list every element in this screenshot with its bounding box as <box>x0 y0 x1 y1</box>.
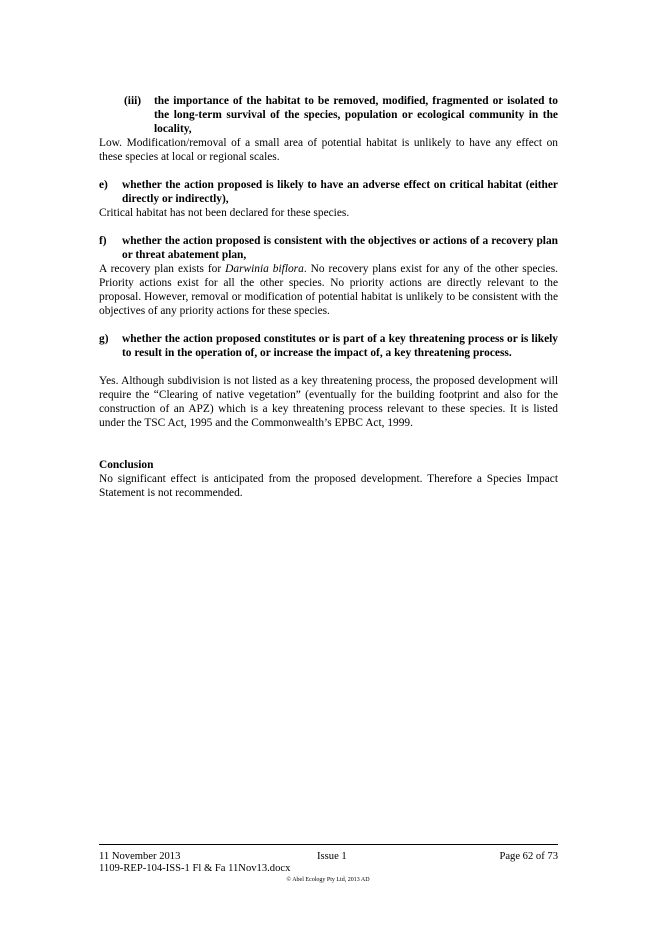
page-footer <box>99 851 558 875</box>
criterion-iii-heading <box>124 94 558 136</box>
footer-page-number: Page 62 of 73 <box>499 851 558 862</box>
criterion-iii-text: the importance of the habitat to be removed, modified, fragmented or isolated to the long-term survival of the species, population or ecological community in the locality, <box>154 95 558 135</box>
criterion-e-answer: Critical habitat has not been declared for these species. <box>99 207 350 219</box>
criterion-f-answer-end: . No recovery plans exist for any of the other species. Priority actions exist for all the other species. No priority actions are directly relevant to the proposal. However, removal or modification of potential habitat is unlikely to be consistent with the objectives of any priority actions for these species. <box>99 263 559 317</box>
footer-filename: 1109-REP-104-ISS-1 Fl & Fa 11Nov13.docx <box>99 863 291 874</box>
footer-copyright: © Abel Ecology Pty Ltd, 2013 AD <box>286 877 370 883</box>
criterion-f-answer-start: A recovery plan exists for <box>99 263 226 275</box>
footer-date: 11 November 2013 <box>99 851 181 862</box>
criterion-e-heading <box>99 178 558 206</box>
conclusion-text: No significant effect is anticipated from the proposed development. Therefore a Species Impact Statement is not recommended. <box>99 473 558 499</box>
criterion-f-answer <box>99 262 558 318</box>
criterion-g-heading <box>99 332 558 360</box>
criterion-f-text: whether the action proposed is consistent with the objectives or actions of a recovery plan or threat abatement plan, <box>122 235 558 261</box>
criterion-e-letter: e) <box>99 179 108 191</box>
criterion-g-letter: g) <box>99 333 109 345</box>
criterion-g-answer: Yes. Although subdivision is not listed as a key threatening process, the proposed development will require the “Clearing of native vegetation” (eventually for the building footprint and also for the construction of an APZ) which is a key threatening process relevant to these species. It is listed under the TSC Act, 1995 and the Commonwealth’s EPBC Act, 1999. <box>99 375 558 429</box>
footer-divider <box>99 844 558 845</box>
criterion-g-text: whether the action proposed constitutes or is part of a key threatening process or is likely to result in the operation of, or increase the impact of, a key threatening process. <box>122 333 558 359</box>
criterion-f-letter: f) <box>99 235 107 247</box>
criterion-iii-numeral: (iii) <box>124 95 142 107</box>
criterion-f-heading <box>99 234 558 262</box>
species-name: Darwinia biflora <box>225 263 304 275</box>
conclusion-heading: Conclusion <box>99 459 154 471</box>
criterion-e-text: whether the action proposed is likely to have an adverse effect on critical habitat (either directly or indirectly), <box>122 179 558 205</box>
criterion-iii-answer: Low. Modification/removal of a small area of potential habitat is unlikely to have any effect on these species at local or regional scales. <box>99 137 558 163</box>
footer-issue: Issue 1 <box>317 851 347 862</box>
